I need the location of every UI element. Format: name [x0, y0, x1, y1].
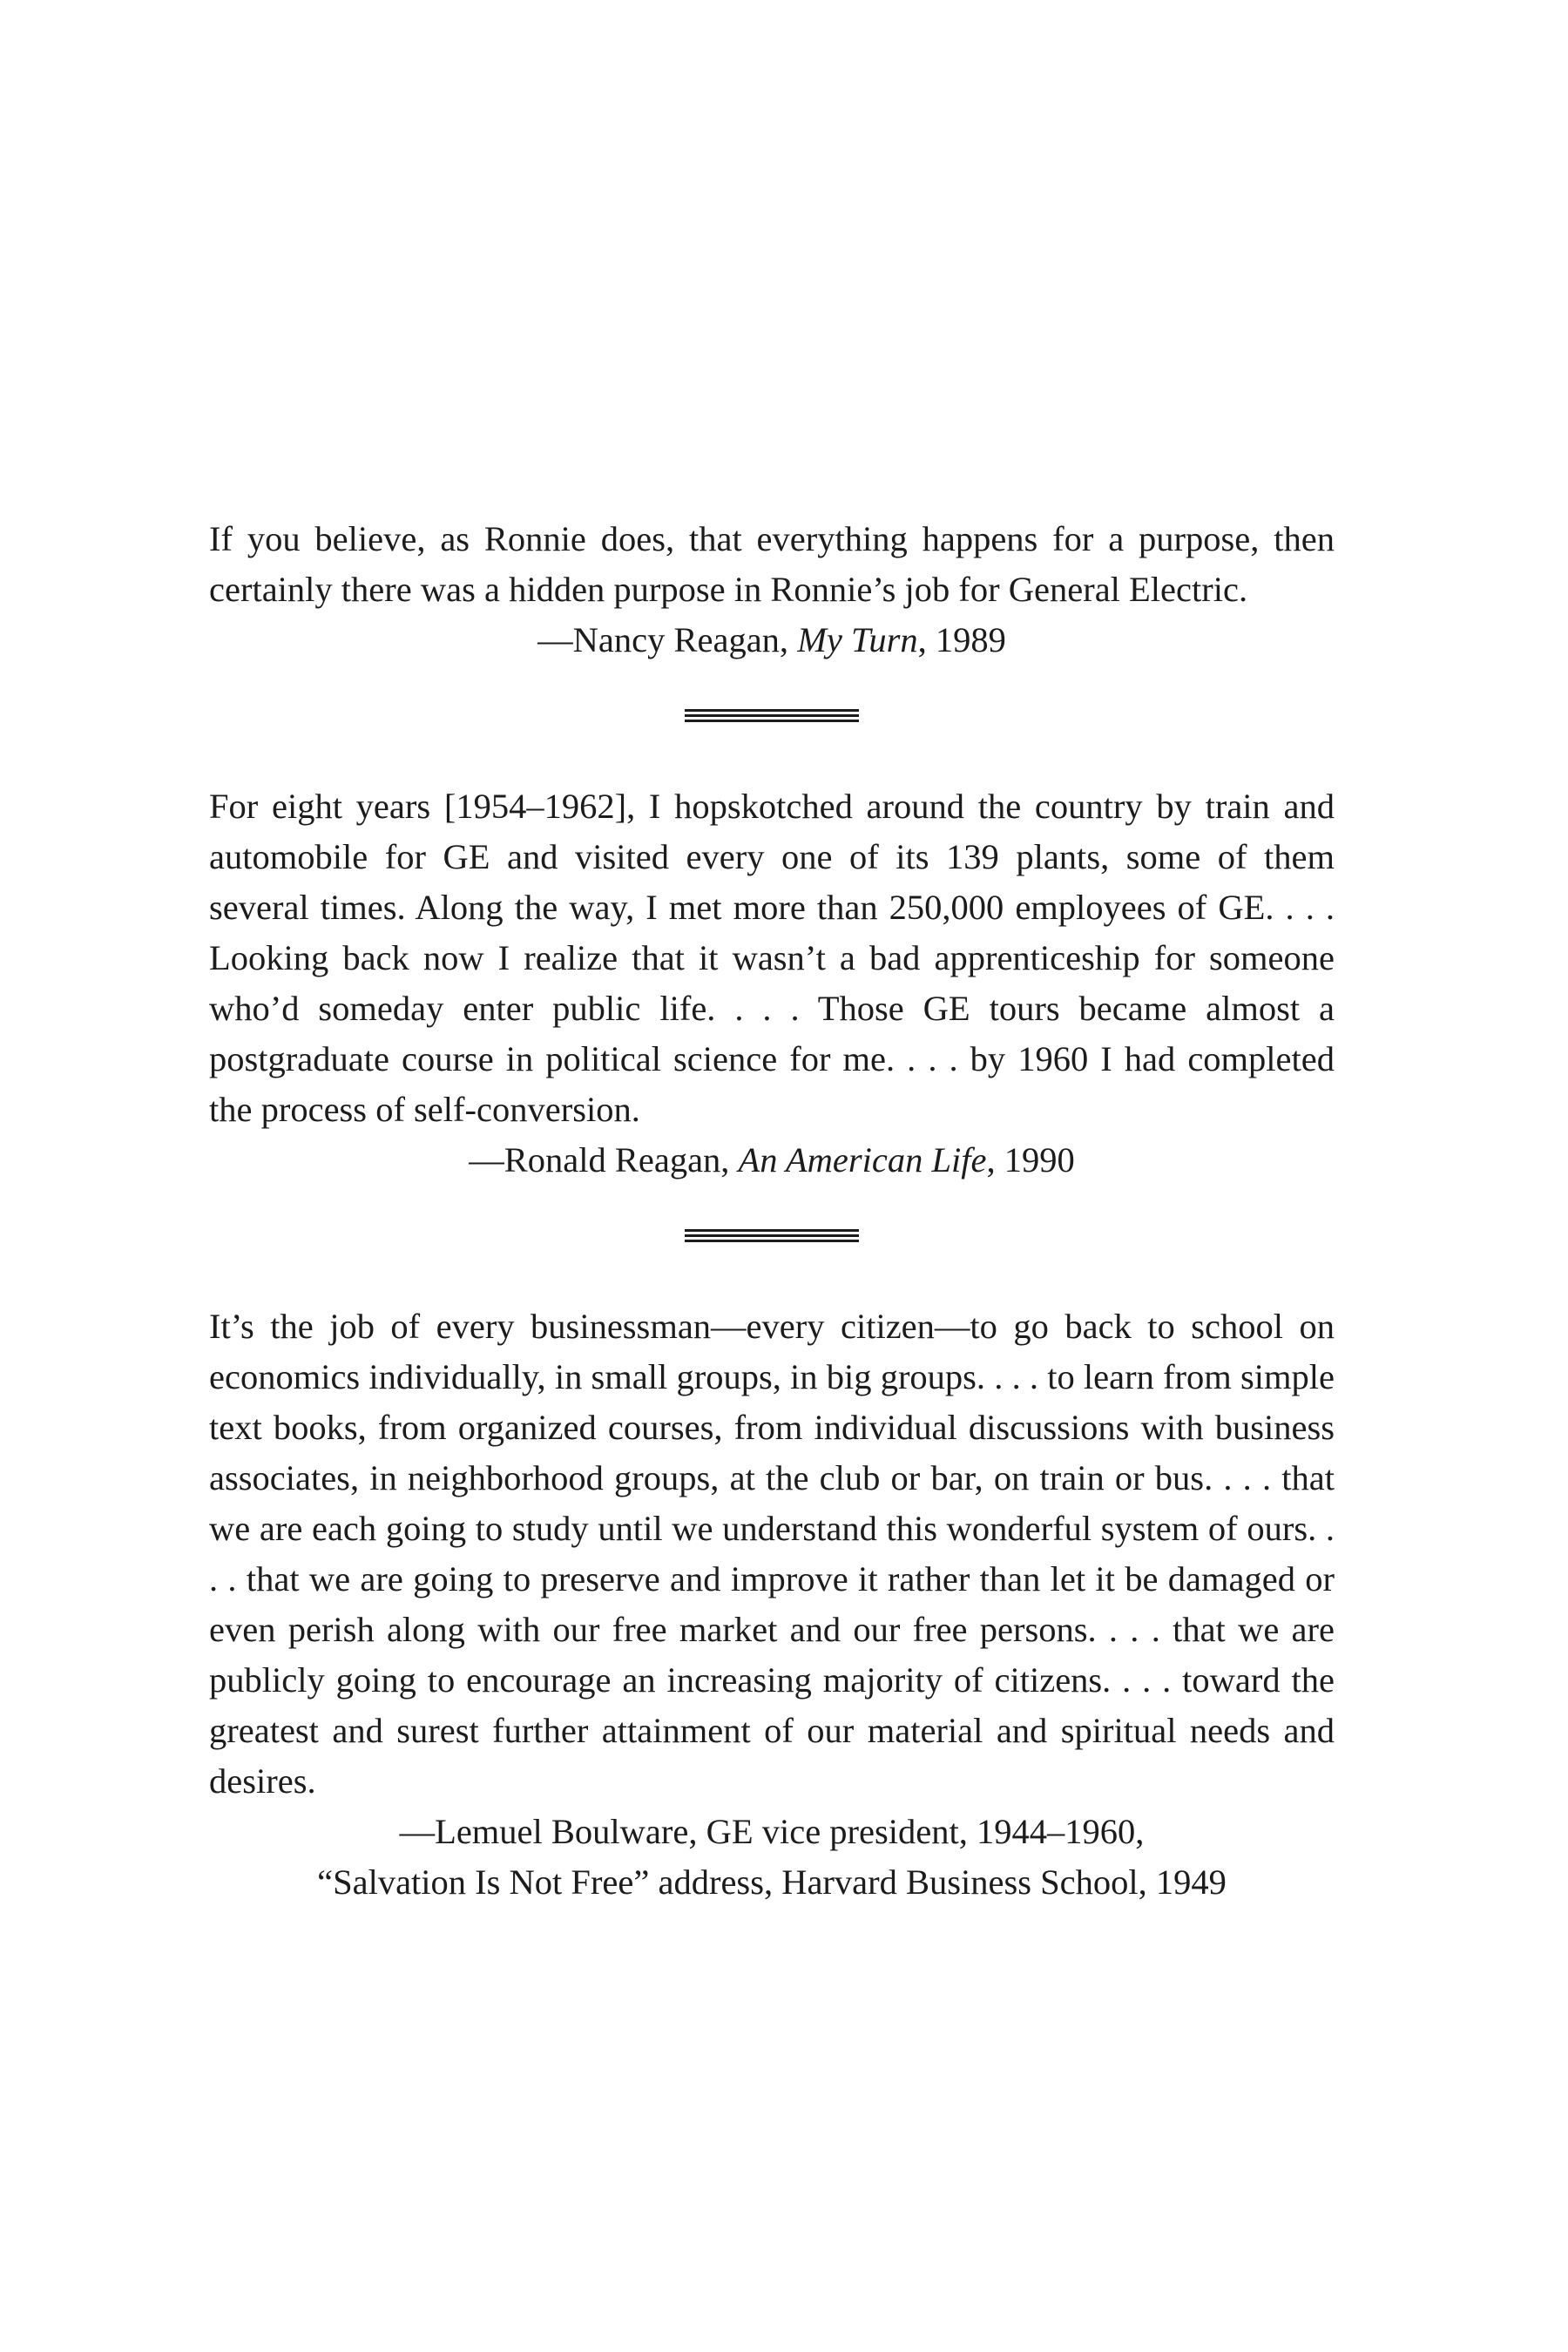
epigraph-ronald-reagan — [209, 781, 1335, 1186]
epigraph-lemuel-boulware — [209, 1301, 1335, 1908]
epigraph-attribution-line-1: —Lemuel Boulware, GE vice president, 1944–1960, — [399, 1812, 1145, 1851]
attribution-author: —Nancy Reagan, — [537, 620, 798, 659]
ornament-divider — [685, 706, 859, 724]
epigraph-attribution-line-2: “Salvation Is Not Free” address, Harvard Business School, 1949 — [317, 1862, 1227, 1902]
epigraph-attribution — [209, 615, 1335, 666]
attribution-year: , 1989 — [917, 620, 1006, 659]
attribution-year: , 1990 — [986, 1140, 1075, 1179]
attribution-author: —Ronald Reagan, — [469, 1140, 739, 1179]
epigraph-nancy-reagan — [209, 514, 1335, 666]
attribution-work-title: An American Life — [738, 1140, 987, 1179]
epigraph-text: It’s the job of every businessman—every citizen—to go back to school on economics individually, in small groups, in big groups. . . . to learn from simple text books, from organized courses, from individual discussions with business associates, in neighborhood groups, at the club or bar, on train or bus. . . . that we are each going to study until we understand this wonderful system of ours. . . . that we are going to preserve and improve it rather than let it be damaged or even perish along with our free market and our free persons. . . . that we are publicly going to encourage an increasing majority of citizens. . . . toward the greatest and surest further attainment of our material and spiritual needs and desires. — [209, 1307, 1335, 1801]
attribution-work-title: My Turn — [797, 620, 918, 659]
epigraph-text: For eight years [1954–1962], I hopskotched around the country by train and automobile for GE and visited every one of its 139 plants, some of them several times. Along the way, I met more than 250,000 employees of GE. . . . Looking back now I realize that it wasn’t a bad apprenticeship for someone who’d someday enter public life. . . . Those GE tours became almost a postgraduate course in political science for me. . . . by 1960 I had completed the process of self-conversion. — [209, 787, 1335, 1129]
ornament-divider — [685, 1227, 859, 1244]
epigraph-page — [209, 514, 1335, 1908]
epigraph-text: If you believe, as Ronnie does, that everything happens for a purpose, then certainly there was a hidden purpose in Ronnie’s job for General Electric. — [209, 519, 1335, 609]
epigraph-attribution — [209, 1135, 1335, 1186]
